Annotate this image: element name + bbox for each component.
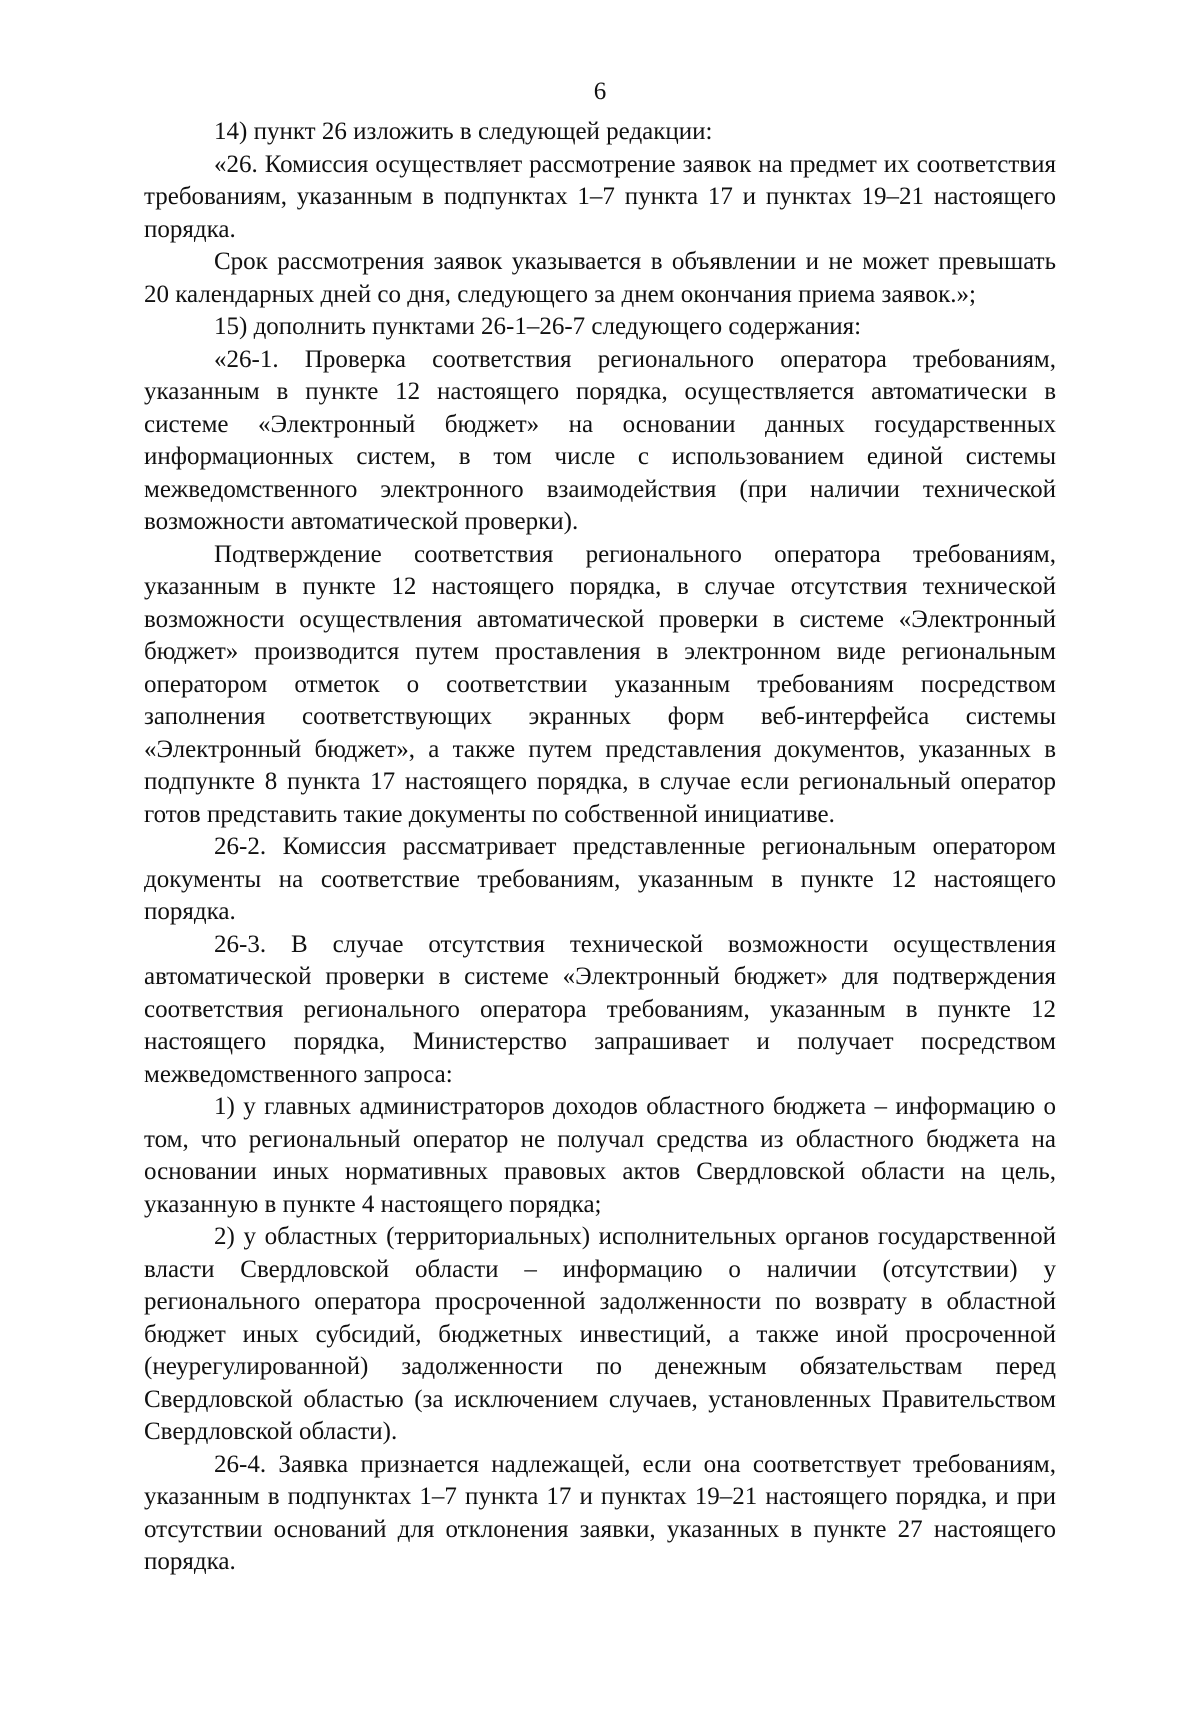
paragraph-point-26-1: «26-1. Проверка соответствия регионального оператора требованиям, указанным в пункте 12 настоящего порядка, осуществляется автоматически в системе «Электронный бюджет» на основании данных государственных информационных систем, в том числе с использованием единой системы межведомственного электронного взаимодействия (при наличии технической возможности автоматической проверки).	[144, 345, 1056, 535]
paragraph-subitem-1: 1) у главных администраторов доходов областного бюджета – информацию о том, что региональный оператор не получал средства из областного бюджета на основании иных нормативных правовых актов Свердловской области на цель, указанную в пункте 4 настоящего порядка;	[144, 1093, 1056, 1218]
paragraph-item-15: 15) дополнить пунктами 26-1–26-7 следующего содержания:	[214, 313, 862, 340]
paragraph-point-26-3: 26-3. В случае отсутствия технической возможности осуществления автоматической проверки в системе «Электронный бюджет» для подтверждения соответствия регионального оператора требованиям, указанным в пункте 12 настоящего порядка, Министерство запрашивает и получает посредством межведомственного запроса:	[144, 930, 1056, 1088]
paragraph-confirmation: Подтверждение соответствия регионального оператора требованиям, указанным в пункте 12 настоящего порядка, в случае отсутствия технической возможности осуществления автоматической проверки в системе «Электронный бюджет» производится путем проставления в электронном виде региональным оператором отметок о соответствии указанным требованиям посредством заполнения соответствующих экранных форм веб-интерфейса системы «Электронный бюджет», а также путем представления документов, указанных в подпункте 8 пункта 17 настоящего порядка, в случае если региональный оператор готов представить такие документы по собственной инициативе.	[144, 540, 1056, 828]
paragraph-item-14: 14) пункт 26 изложить в следующей редакции:	[214, 118, 713, 145]
page-number: 6	[593, 78, 607, 105]
paragraph-point-26: «26. Комиссия осуществляет рассмотрение заявок на предмет их соответствия требованиям, указанным в подпунктах 1–7 пункта 17 и пунктах 19–21 настоящего порядка.	[144, 150, 1056, 243]
document-body	[144, 116, 1056, 1579]
paragraph-subitem-2: 2) у областных (территориальных) исполнительных органов государственной власти Свердловской области – информацию о наличии (отсутствии) у регионального оператора просроченной задолженности по возврату в областной бюджет иных субсидий, бюджетных инвестиций, а также иной просроченной (неурегулированной) задолженности по денежным обязательствам перед Свердловской областью (за исключением случаев, установленных Правительством Свердловской области).	[144, 1223, 1056, 1445]
paragraph-point-26-2: 26-2. Комиссия рассматривает представленные региональным оператором документы на соответствие требованиям, указанным в пункте 12 настоящего порядка.	[144, 833, 1056, 925]
paragraph-review-term: Срок рассмотрения заявок указывается в объявлении и не может превышать 20 календарных дней со дня, следующего за днем окончания приема заявок.»;	[144, 248, 1056, 308]
paragraph-point-26-4: 26-4. Заявка признается надлежащей, если она соответствует требованиям, указанным в подпунктах 1–7 пункта 17 и пунктах 19–21 настоящего порядка, и при отсутствии оснований для отклонения заявки, указанных в пункте 27 настоящего порядка.	[144, 1450, 1056, 1575]
